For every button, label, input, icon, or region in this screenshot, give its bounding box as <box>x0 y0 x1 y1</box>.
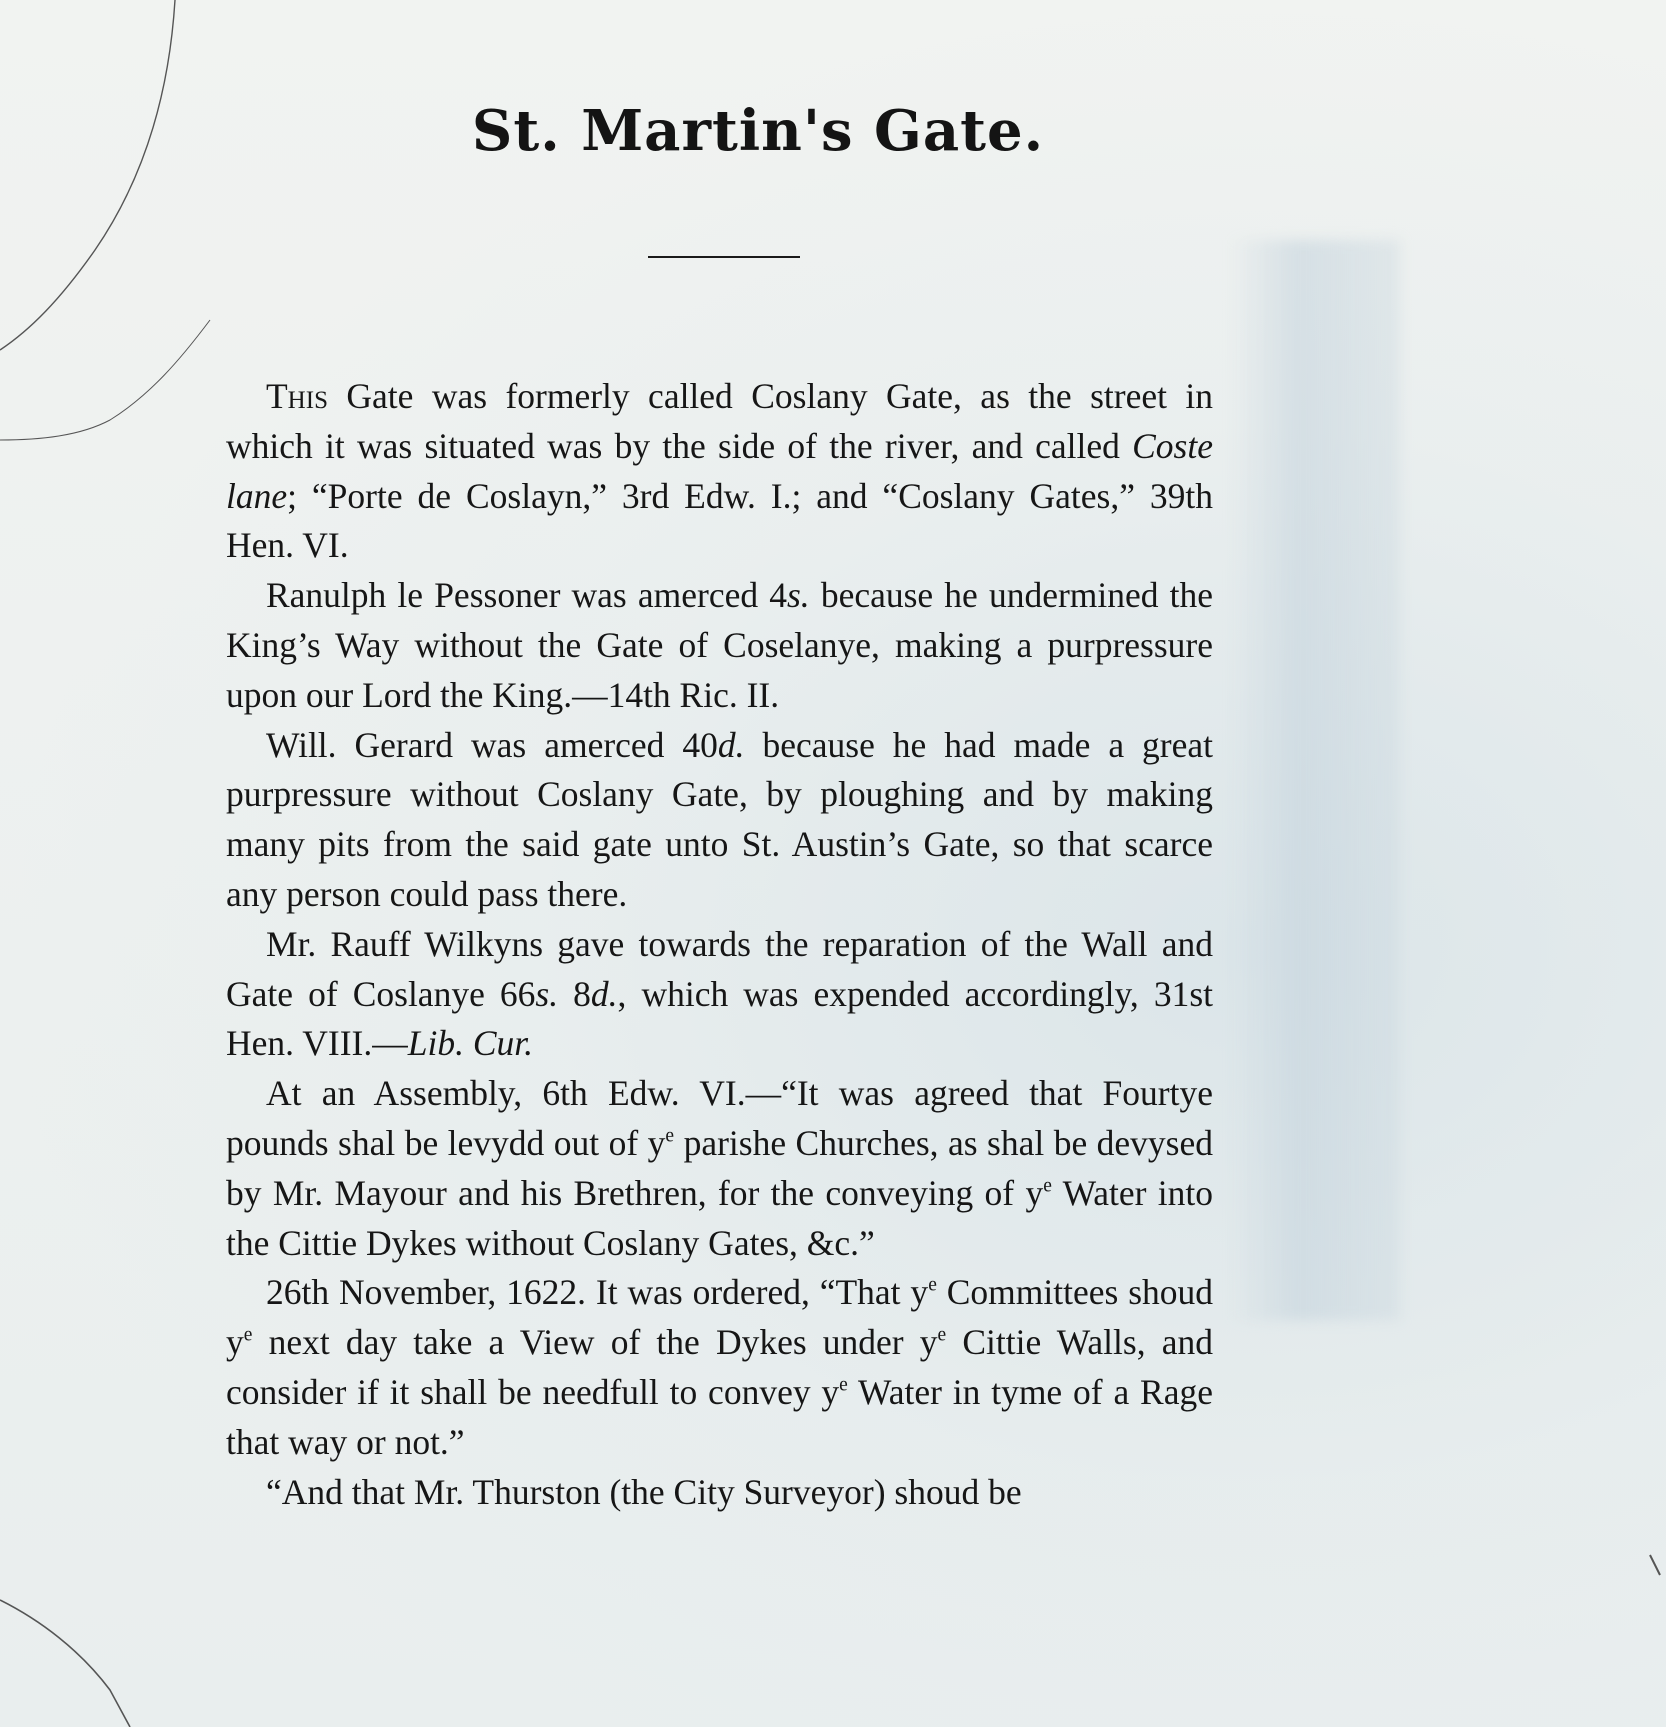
text-segment: 26th November, 1622. It was ordered, “That y <box>266 1272 929 1313</box>
title-rule <box>648 256 800 258</box>
text-segment: , which was expended accordingly, 31st Hen. VIII.— <box>226 973 1213 1064</box>
text-segment: e <box>665 1125 675 1147</box>
body-text <box>226 372 1213 1517</box>
text-segment: e <box>1043 1175 1052 1197</box>
text-segment: Gate was formerly called Coslany Gate, as the street in which it was situated was by the side of the river, and called <box>226 376 1213 466</box>
text-segment: e <box>937 1324 947 1346</box>
text-segment: s. <box>786 575 810 616</box>
text-segment: Lib. Cur. <box>407 1023 534 1064</box>
text-segment: s. <box>535 973 559 1014</box>
text-segment: Cittie Walls, and consider if it shall be needfull to convey y <box>226 1322 1214 1412</box>
paragraph <box>226 1268 1213 1467</box>
text-segment: ; “Porte de Coslayn,” 3rd Edw. I.; and “Coslany Gates,” 39th Hen. VI. <box>226 475 1213 566</box>
paragraph <box>226 920 1213 1069</box>
text-segment: 8 <box>558 973 591 1014</box>
text-segment: “And that Mr. Thurston (the City Surveyor) shoud be <box>266 1471 1022 1512</box>
paragraph <box>226 721 1213 920</box>
page-title: St. Martin's Gate. <box>471 98 1045 164</box>
text-segment: because he had made a great purpressure without Coslany Gate, by ploughing and by making many pits from the said gate unto St. Austin’s Gate, so that scarce any person could pass there. <box>226 724 1214 914</box>
paragraph <box>226 1069 1213 1268</box>
text-segment: d. <box>590 973 618 1014</box>
paragraph <box>226 1468 1213 1518</box>
paragraph <box>226 571 1213 720</box>
text-segment: Will. Gerard was amerced 40 <box>266 724 718 765</box>
text-segment: Water into the Cittie Dykes without Coslany Gates, &c.” <box>226 1172 1213 1263</box>
text-segment: parishe Churches, as shal be devysed by Mr. Mayour and his Brethren, for the conveying of y <box>226 1122 1214 1213</box>
text-segment: Ranulph le Pessoner was amerced 4 <box>266 575 787 616</box>
text-segment: This <box>266 376 328 416</box>
text-segment: Committees shoud y <box>226 1272 1214 1363</box>
text-segment: next day take a View of the Dykes under y <box>252 1322 938 1363</box>
paragraph <box>226 372 1213 571</box>
text-segment: because he undermined the King’s Way without the Gate of Coselanye, making a purpressure upon our Lord the King.—14th Ric. II. <box>226 575 1214 715</box>
text-segment: e <box>928 1274 937 1296</box>
text-segment: d. <box>717 724 745 765</box>
text-segment: Coste lane <box>226 425 1213 516</box>
text-segment: e <box>243 1324 253 1346</box>
text-segment: e <box>839 1374 848 1396</box>
text-segment: Water in tyme of a Rage that way or not.” <box>226 1371 1213 1462</box>
text-segment: At an Assembly, 6th Edw. VI.—“It was agreed that Fourtye pounds shal be levydd out of y <box>226 1073 1213 1163</box>
text-segment: Mr. Rauff Wilkyns gave towards the reparation of the Wall and Gate of Coslanye 66 <box>226 923 1213 1014</box>
